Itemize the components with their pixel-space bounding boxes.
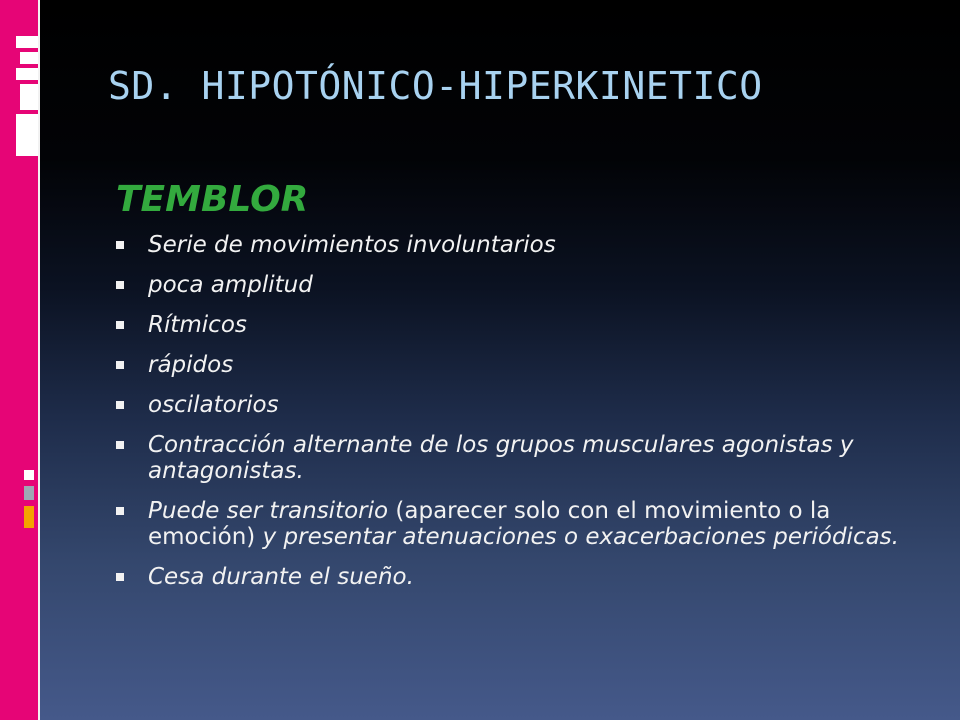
bullet-text: Cesa durante el sueño. bbox=[148, 563, 414, 590]
gray-accent-bar bbox=[16, 36, 38, 48]
gray-accent-bar bbox=[20, 84, 38, 110]
bullet-text-italic: Puede ser transitorio bbox=[148, 497, 389, 524]
bullet-item bbox=[116, 232, 906, 258]
square-bullet-icon bbox=[116, 401, 124, 409]
square-bullet-icon bbox=[116, 241, 124, 249]
square-bullet-icon bbox=[116, 507, 124, 515]
slide-title: SD. HIPOTÓNICO-HIPERKINETICO bbox=[108, 64, 763, 108]
gray-accent-bar bbox=[24, 486, 34, 500]
bullet-item bbox=[116, 312, 906, 338]
vertical-divider-line bbox=[38, 0, 40, 720]
bullet-text: oscilatorios bbox=[148, 391, 279, 418]
orange-accent-bar bbox=[24, 506, 34, 528]
gray-accent-bar bbox=[16, 114, 38, 156]
section-heading: TEMBLOR bbox=[116, 179, 309, 220]
square-bullet-icon bbox=[116, 281, 124, 289]
bullet-text-italic: y presentar atenuaciones o exacerbaciones periódicas. bbox=[262, 523, 899, 550]
bullet-item bbox=[116, 432, 906, 484]
gray-accent-bar bbox=[16, 68, 38, 80]
square-bullet-icon bbox=[116, 573, 124, 581]
gray-accent-bar bbox=[24, 470, 34, 480]
bullet-list bbox=[116, 232, 906, 590]
bullet-item bbox=[116, 564, 906, 590]
bullet-item bbox=[116, 392, 906, 418]
bullet-item bbox=[116, 272, 906, 298]
square-bullet-icon bbox=[116, 321, 124, 329]
slide-content bbox=[116, 180, 906, 604]
bullet-text: Contracción alternante de los grupos musculares agonistas y antagonistas. bbox=[148, 431, 854, 484]
square-bullet-icon bbox=[116, 441, 124, 449]
bullet-text-upright: (aparecer solo con el movimiento o la emoción) bbox=[148, 497, 831, 550]
bullet-item bbox=[116, 352, 906, 378]
bullet-text: poca amplitud bbox=[148, 271, 313, 298]
gray-accent-bar bbox=[20, 52, 38, 64]
bullet-text: rápidos bbox=[148, 351, 234, 378]
bullet-text: Serie de movimientos involuntarios bbox=[148, 231, 556, 258]
bullet-text: Rítmicos bbox=[148, 311, 247, 338]
square-bullet-icon bbox=[116, 361, 124, 369]
bullet-item bbox=[116, 498, 906, 550]
